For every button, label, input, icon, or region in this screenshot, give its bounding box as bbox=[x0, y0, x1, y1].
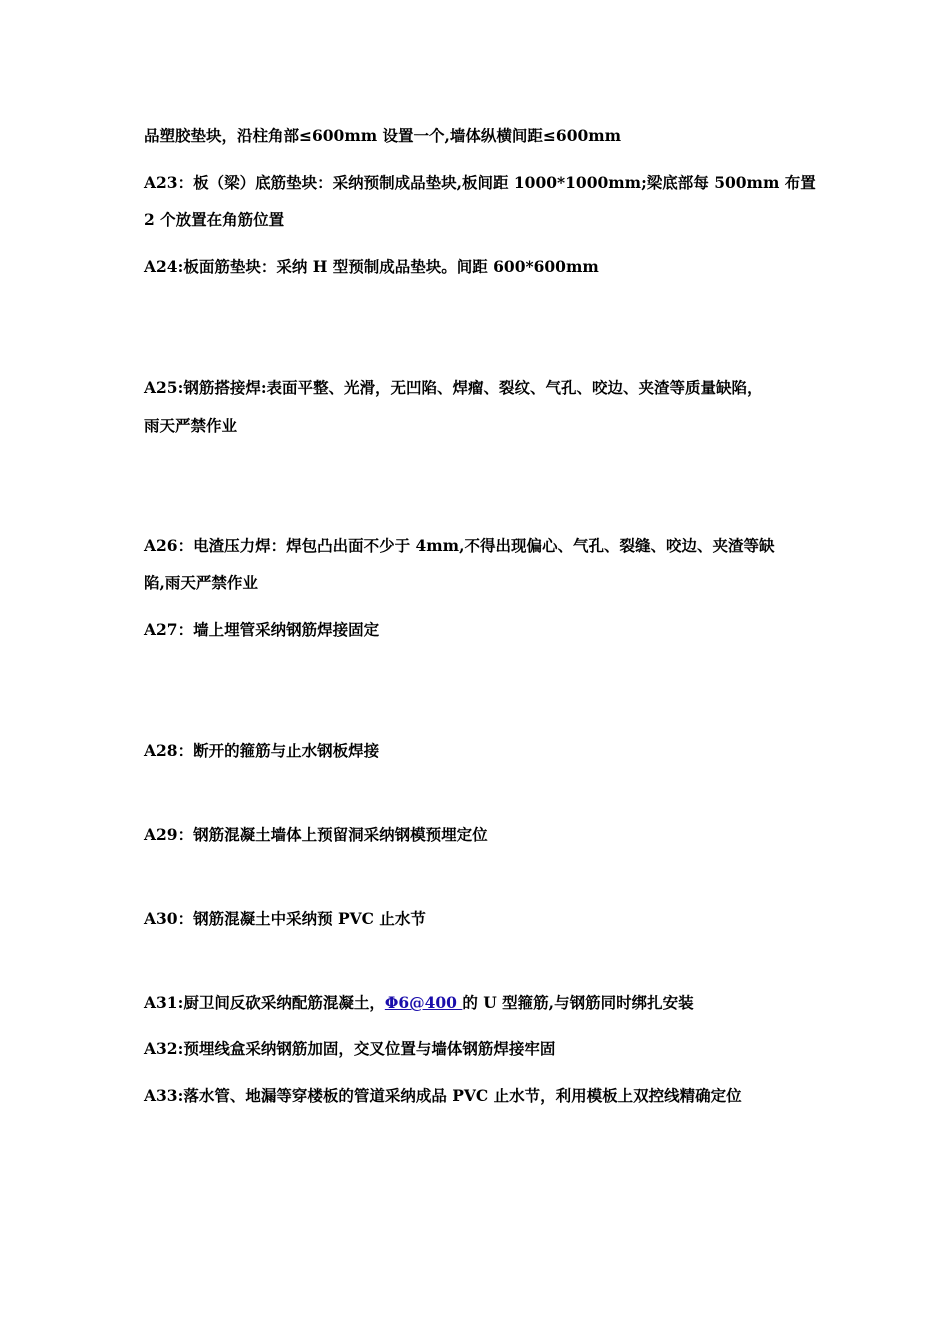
text-line-a32: A32:预埋线盒采纳钢筋加固，交叉位置与墙体钢筋焊接牢固 bbox=[144, 1039, 556, 1058]
text-line-a25-cont: 雨天严禁作业 bbox=[144, 416, 238, 435]
text-line-a28: A28：断开的箍筋与止水钢板焊接 bbox=[144, 741, 380, 760]
text-line-a23-cont: 2 个放置在角筋位置 bbox=[144, 210, 285, 229]
text-line-a27: A27：墙上埋管采纳钢筋焊接固定 bbox=[144, 620, 380, 639]
text-line-a23: A23：板（梁）底筋垫块：采纳预制成品垫块,板间距 1000*1000mm;梁底部每 500mm 布置 bbox=[144, 173, 816, 192]
text-line-column-pads: 品塑胶垫块，沿柱角部≤600mm 设置一个,墙体纵横间距≤600mm bbox=[144, 126, 622, 145]
text-a31-prefix: A31:厨卫间反砍采纳配筋混凝土， bbox=[144, 993, 385, 1012]
text-line-a30: A30：钢筋混凝土中采纳预 PVC 止水节 bbox=[144, 909, 426, 928]
text-a31-suffix: 的 U 型箍筋,与钢筋同时绑扎安装 bbox=[462, 993, 694, 1012]
text-line-a26-cont: 陷,雨天严禁作业 bbox=[144, 573, 258, 592]
text-line-a24: A24:板面筋垫块：采纳 H 型预制成品垫块。间距 600*600mm bbox=[144, 257, 599, 276]
text-line-a33: A33:落水管、地漏等穿楼板的管道采纳成品 PVC 止水节，利用模板上双控线精确定位 bbox=[144, 1086, 742, 1105]
text-line-a26: A26：电渣压力焊：焊包凸出面不少于 4mm,不得出现偏心、气孔、裂缝、咬边、夹渣等缺 bbox=[144, 536, 775, 555]
text-line-a31 bbox=[144, 992, 814, 1014]
text-line-a25: A25:钢筋搭接焊:表面平整、光滑，无凹陷、焊瘤、裂纹、气孔、咬边、夹渣等质量缺陷， bbox=[144, 378, 763, 397]
text-line-a29: A29：钢筋混凝土墙体上预留洞采纳钢模预埋定位 bbox=[144, 825, 488, 844]
rebar-spec-link[interactable]: Φ6@400 bbox=[384, 993, 463, 1012]
